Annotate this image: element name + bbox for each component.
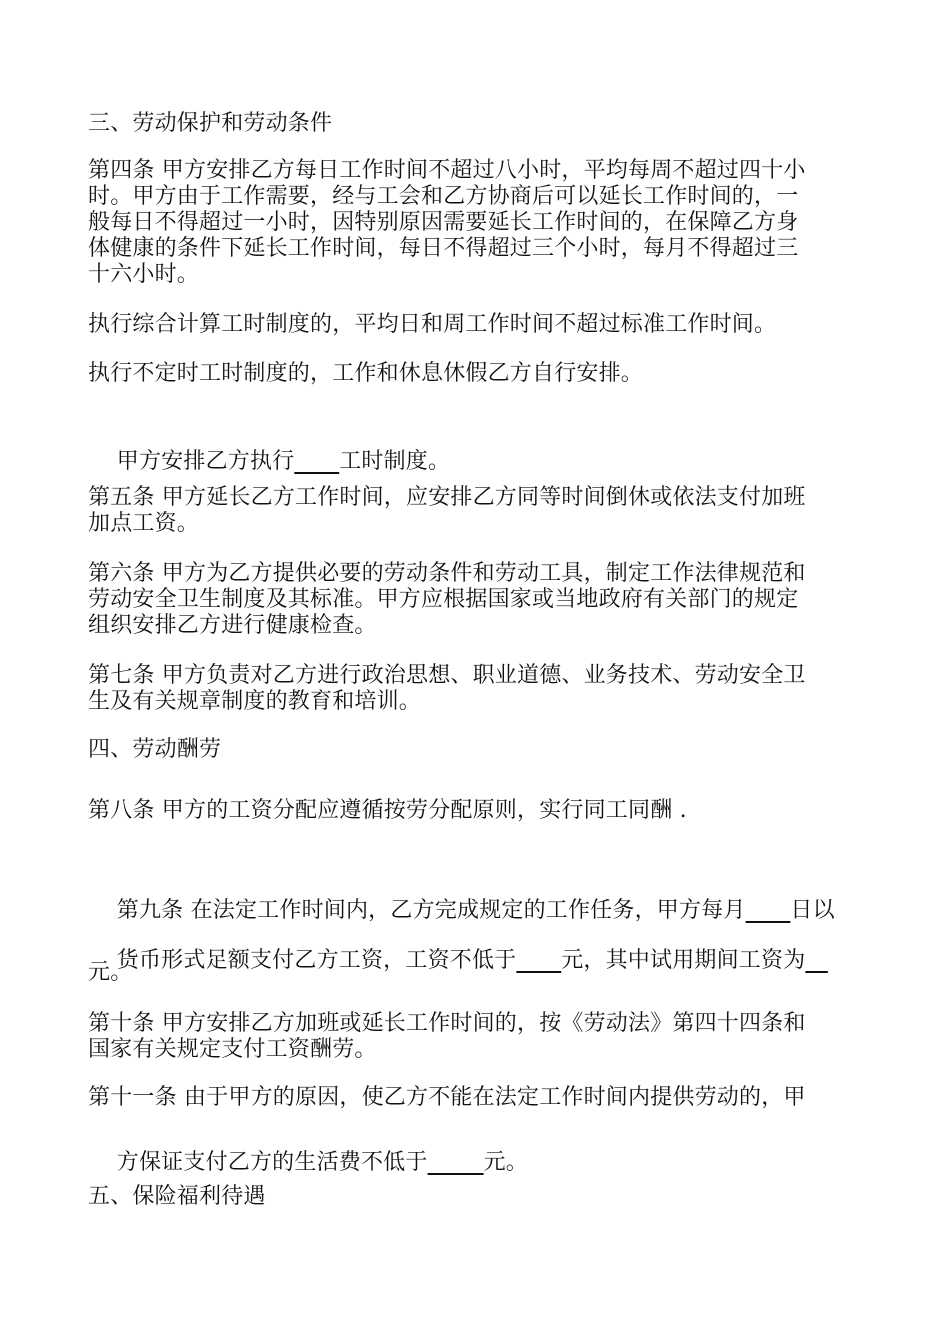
section-heading-3: 三、劳动保护和劳动条件	[88, 111, 333, 136]
article-11-line-2-text-before: 方保证支付乙方的生活费不低于	[116, 1150, 428, 1175]
section-heading-5: 五、保险福利待遇	[88, 1184, 266, 1209]
article-6-line-1: 第六条 甲方为乙方提供必要的劳动条件和劳动工具，制定工作法律规范和	[88, 561, 806, 586]
article-4-line-4: 体健康的条件下延长工作时间，每日不得超过三个小时，每月不得超过三	[88, 236, 799, 261]
section-heading-4: 四、劳动酬劳	[88, 737, 222, 762]
article-9-line-3: 元。	[88, 960, 133, 985]
article-7-line-2: 生及有关规章制度的教育和培训。	[88, 689, 422, 714]
hour-system-blank: ____	[294, 449, 340, 474]
article-9-line-2-text-before: 货币形式足额支付乙方工资，工资不低于	[116, 948, 517, 973]
article-9-line-1-text-before: 第九条 在法定工作时间内，乙方完成规定的工作任务，甲方每月	[116, 898, 746, 923]
article-9-line-1-text-after: 日以	[790, 898, 835, 923]
article-5-line-2: 加点工资。	[88, 511, 200, 536]
article-9-wage-blank: ____	[516, 948, 562, 973]
article-11-line-2-text-after: 元。	[483, 1150, 528, 1175]
article-6-line-2: 劳动安全卫生制度及其标准。甲方应根据国家或当地政府有关部门的规定	[88, 587, 799, 612]
article-9-probation-wage-blank: __	[805, 948, 828, 973]
hour-system-text-before: 甲方安排乙方执行	[116, 449, 295, 474]
article-5-line-1: 第五条 甲方延长乙方工作时间，应安排乙方同等时间倒休或依法支付加班	[88, 485, 806, 510]
article-4-line-5: 十六小时。	[88, 262, 200, 287]
article-4-line-2: 时。甲方由于工作需要，经与工会和乙方协商后可以延长工作时间的，一	[88, 184, 799, 209]
article-8: 第八条 甲方的工资分配应遵循按劳分配原则，实行同工同酬 .	[88, 798, 687, 823]
article-10-line-2: 国家有关规定支付工资酬劳。	[88, 1037, 377, 1062]
paragraph-comprehensive-hours: 执行综合计算工时制度的，平均日和周工作时间不超过标准工作时间。	[88, 312, 777, 337]
paragraph-flexible-hours: 执行不定时工时制度的，工作和休息休假乙方自行安排。	[88, 361, 644, 386]
hour-system-text-after: 工时制度。	[339, 449, 451, 474]
article-4-line-1: 第四条 甲方安排乙方每日工作时间不超过八小时，平均每周不超过四十小	[88, 158, 806, 183]
article-7-line-1: 第七条 甲方负责对乙方进行政治思想、职业道德、业务技术、劳动安全卫	[88, 663, 806, 688]
article-10-line-1: 第十条 甲方安排乙方加班或延长工作时间的，按《劳动法》第四十四条和	[88, 1011, 806, 1036]
article-11-line-1: 第十一条 由于甲方的原因，使乙方不能在法定工作时间内提供劳动的，甲	[88, 1085, 806, 1110]
article-4-line-3: 般每日不得超过一小时，因特别原因需要延长工作时间的，在保障乙方身	[88, 210, 799, 235]
article-9-line-2-text-middle: 元，其中试用期间工资为	[561, 948, 806, 973]
article-6-line-3: 组织安排乙方进行健康检查。	[88, 613, 377, 638]
article-11-living-expense-blank: _____	[427, 1150, 484, 1175]
article-9-payday-blank: ____	[745, 898, 791, 923]
